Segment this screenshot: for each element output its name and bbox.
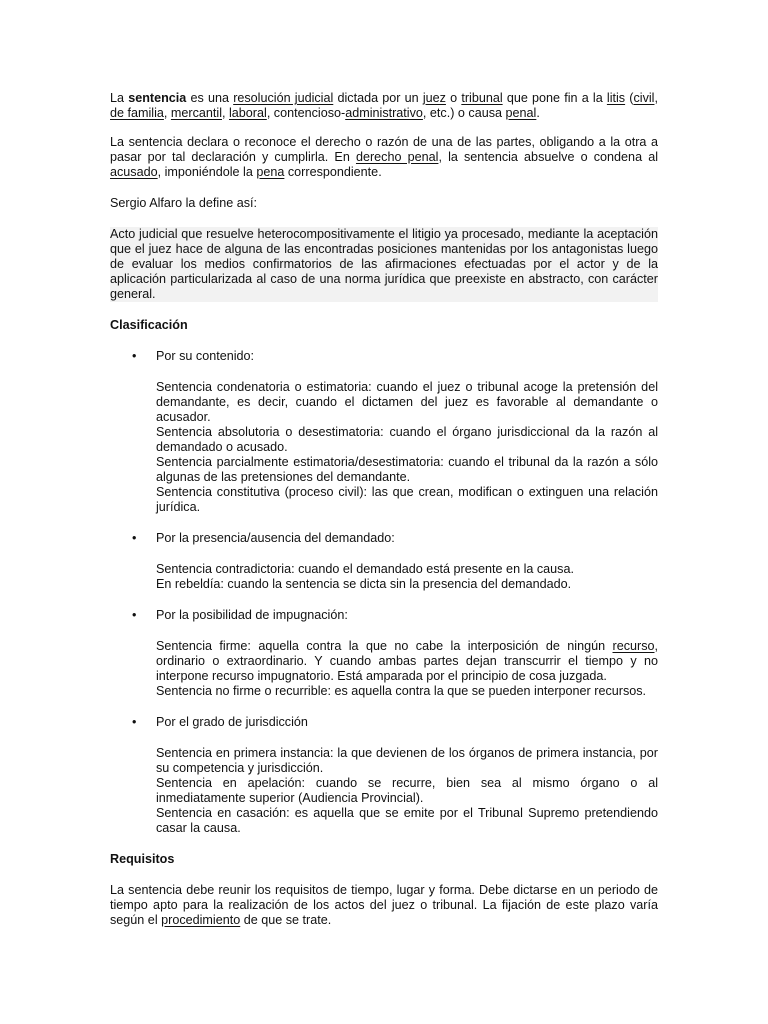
- link-derecho-penal[interactable]: derecho penal: [355, 150, 439, 164]
- link-litis[interactable]: litis: [606, 91, 626, 105]
- text: que pone fin a la: [502, 91, 607, 105]
- requisitos-paragraph: [110, 883, 658, 928]
- text: , imponiéndole la: [157, 165, 257, 179]
- link-procedimiento[interactable]: procedimiento: [161, 913, 241, 927]
- text: es una: [186, 91, 234, 105]
- link-pena[interactable]: pena: [256, 165, 285, 179]
- text: , ordinario o extraordinario. Y cuando ambas partes dejan transcurrir el tiempo y no interpone recurso impugnatorio. Está amparada por el principio de cosa juzgada.: [156, 639, 658, 683]
- bullet-body-presencia: [110, 562, 658, 592]
- text: La sentencia declara o reconoce el derecho o razón de una de las partes, obligando a la otra a pasar por tal declaración y cumplirla. En: [110, 135, 658, 164]
- bullet-icon: •: [132, 349, 137, 363]
- body-line: En rebeldía: cuando la sentencia se dicta sin la presencia del demandado.: [156, 577, 572, 591]
- link-tribunal[interactable]: tribunal: [461, 91, 503, 105]
- author-intro: Sergio Alfaro la define así:: [110, 196, 258, 210]
- body-line: Sentencia parcialmente estimatoria/desestimatoria: cuando el tribunal da la razón a sólo algunas de las pretensiones del demandante.: [156, 455, 658, 484]
- text: o: [445, 91, 462, 105]
- text: correspondiente.: [284, 165, 382, 179]
- bullet-item-presencia: [110, 531, 658, 546]
- text: dictada por un: [333, 91, 423, 105]
- body-line: Sentencia contradictoria: cuando el demandado está presente en la causa.: [156, 562, 574, 576]
- text: Sentencia firme: aquella contra la que no cabe la interposición de ningún: [156, 639, 613, 653]
- body-line: [156, 639, 658, 684]
- text: .: [536, 106, 540, 120]
- bullet-title: Por el grado de jurisdicción: [156, 715, 308, 729]
- link-administrativo[interactable]: administrativo: [345, 106, 423, 120]
- bullet-icon: •: [132, 531, 137, 545]
- term-sentencia: sentencia: [128, 91, 187, 105]
- body-line: Sentencia en casación: es aquella que se emite por el Tribunal Supremo pretendiendo casar la causa.: [156, 806, 658, 835]
- bullet-title: Por la posibilidad de impugnación:: [156, 608, 348, 622]
- link-mercantil[interactable]: mercantil: [170, 106, 222, 120]
- bullet-title: Por la presencia/ausencia del demandado:: [156, 531, 395, 545]
- document-page: [110, 91, 658, 928]
- text: ,: [222, 106, 229, 120]
- bullet-item-impugnacion: [110, 608, 658, 623]
- body-line: Sentencia no firme o recurrible: es aquella contra la que se pueden interponer recursos.: [156, 684, 647, 698]
- bullet-body-jurisdiccion: [110, 746, 658, 836]
- bullet-title: Por su contenido:: [156, 349, 255, 363]
- body-line: Sentencia absolutoria o desestimatoria: cuando el órgano jurisdiccional da la razón al demandado o acusado.: [156, 425, 658, 454]
- bullet-body-impugnacion: [110, 639, 658, 699]
- text: ,: [654, 91, 658, 105]
- text: , contencioso-: [266, 106, 346, 120]
- link-acusado[interactable]: acusado: [110, 165, 158, 179]
- body-line: Sentencia en apelación: cuando se recurre, bien sea al mismo órgano o al inmediatamente superior (Audiencia Provincial).: [156, 776, 658, 805]
- bullet-item-jurisdiccion: [110, 715, 658, 730]
- link-laboral[interactable]: laboral: [229, 106, 267, 120]
- link-civil[interactable]: civil: [633, 91, 655, 105]
- text: ,: [163, 106, 171, 120]
- heading-requisitos: Requisitos: [110, 852, 175, 866]
- link-de-familia[interactable]: de familia: [110, 106, 164, 120]
- quote-block: Acto judicial que resuelve heterocompositivamente el litigio ya procesado, mediante la aceptación que el juez hace de alguna de las encontradas posiciones mantenidas por los antagonistas luego de evaluar los medios confirmatorios de las afirmaciones efectuadas por el actor y de la aplicación particularizada al caso de una norma jurídica que preexiste en abstracto, con carácter general.: [110, 227, 658, 301]
- body-line: Sentencia condenatoria o estimatoria: cuando el juez o tribunal acoge la pretensión del demandante, es decir, cuando el dictamen del juez es favorable al demandante o acusador.: [156, 380, 658, 424]
- bullet-body-contenido: [110, 380, 658, 515]
- link-penal[interactable]: penal: [505, 106, 537, 120]
- text: La: [110, 91, 129, 105]
- text: La sentencia debe reunir los requisitos de tiempo, lugar y forma. Debe dictarse en un periodo de tiempo apto para la realización de los actos del juez o tribunal. La fijación de este plazo varía según el: [110, 883, 658, 927]
- bullet-icon: •: [132, 715, 137, 729]
- intro-paragraph: [110, 91, 658, 121]
- bullet-item-contenido: [110, 349, 658, 364]
- link-juez[interactable]: juez: [422, 91, 446, 105]
- link-resolucion-judicial[interactable]: resolución judicial: [233, 91, 334, 105]
- heading-clasificacion: Clasificación: [110, 318, 188, 332]
- body-line: Sentencia constitutiva (proceso civil): las que crean, modifican o extinguen una relación jurídica.: [156, 485, 658, 514]
- text: de que se trate.: [240, 913, 332, 927]
- text: , etc.) o causa: [422, 106, 506, 120]
- text: , la sentencia absuelve o condena al: [438, 150, 659, 164]
- link-recurso[interactable]: recurso: [612, 639, 655, 653]
- body-line: Sentencia en primera instancia: la que devienen de los órganos de primera instancia, por su competencia y jurisdicción.: [156, 746, 658, 775]
- text: (: [625, 91, 634, 105]
- bullet-icon: •: [132, 608, 137, 622]
- definition-paragraph: [110, 135, 658, 180]
